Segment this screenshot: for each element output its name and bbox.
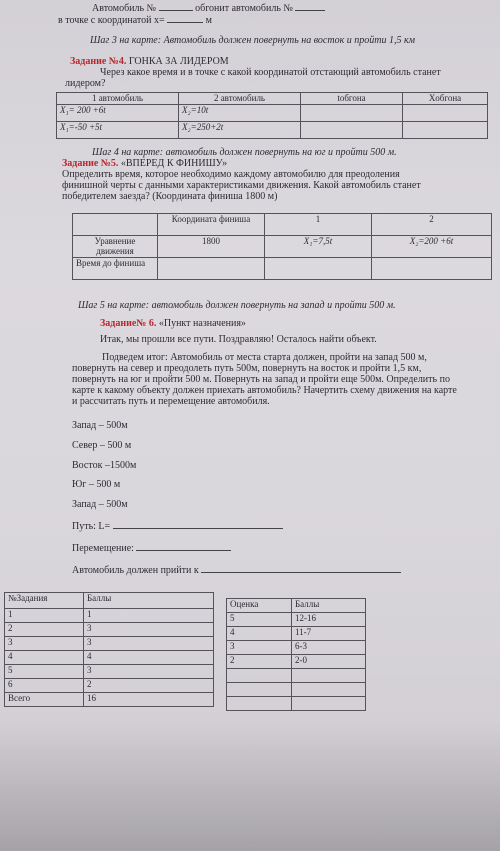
path-line xyxy=(72,519,283,533)
task5-cell xyxy=(265,258,372,280)
summary-line: Подведем итог: Автомобиль от места старта должен, пройти на запад 500 м, xyxy=(102,352,427,363)
task5-header-finish: Координата финиша xyxy=(158,214,265,236)
task5-line2: финишной черты с данными характеристиками движения. Какой автомобиль станет xyxy=(62,180,421,191)
score-cell: 2 xyxy=(5,623,84,637)
task5-cell xyxy=(372,258,492,280)
score-cell: 3 xyxy=(84,623,214,637)
step4-text: Шаг 4 на карте: автомобиль должен повернуть на юг и пройти 500 м. xyxy=(92,147,397,158)
arrive-blank xyxy=(201,563,401,573)
task4-title: ГОНКА ЗА ЛИДЕРОМ xyxy=(128,56,229,67)
task5-row-time: Время до финиша xyxy=(73,258,158,280)
path-label: Путь: L= xyxy=(72,521,111,532)
task4-header-x: Xобгона xyxy=(403,93,488,105)
task5-title: «ВПЕРЕД К ФИНИШУ» xyxy=(120,158,228,169)
score-cell: 2 xyxy=(84,679,214,693)
displacement-line xyxy=(72,541,231,555)
car-number-blank-1 xyxy=(159,1,193,11)
displacement-blank xyxy=(136,541,231,551)
score-header-task: №Задания xyxy=(5,593,84,609)
task4-cell xyxy=(403,105,488,122)
task5-cell: X₁=7,5t xyxy=(265,236,372,258)
task4-cell xyxy=(301,122,403,139)
path-blank xyxy=(113,519,283,529)
grade-cell: 2-0 xyxy=(292,655,366,669)
task6-label: Задание№ 6. xyxy=(100,318,157,329)
move-item: Запад – 500м xyxy=(72,420,128,431)
task4-line1: Через какое время и в точке с какой координатой отстающий автомобиль станет xyxy=(100,67,441,78)
grade-cell: 2 xyxy=(227,655,292,669)
car-number-blank-2 xyxy=(295,1,325,11)
page-shadow xyxy=(0,720,500,851)
coordinate-blank xyxy=(167,13,203,23)
grade-cell xyxy=(292,683,366,697)
car-prefix: Автомобиль № xyxy=(92,3,157,14)
step5-text: Шаг 5 на карте: автомобиль должен повернуть на запад и пройти 500 м. xyxy=(78,300,396,311)
task4-cell: X₂=250+2t xyxy=(179,122,301,139)
arrive-line xyxy=(72,563,401,577)
grade-cell: 11-7 xyxy=(292,627,366,641)
task4-cell: X₁= 200 +6t xyxy=(57,105,179,122)
grade-cell: 4 xyxy=(227,627,292,641)
grade-cell xyxy=(227,697,292,711)
score-cell: 1 xyxy=(5,609,84,623)
task5-cell: 1800 xyxy=(158,236,265,258)
coordinate-text: в точке с координатой x= xyxy=(58,15,165,26)
grade-header-points: Баллы xyxy=(292,599,366,613)
grade-cell: 12-16 xyxy=(292,613,366,627)
grade-cell: 3 xyxy=(227,641,292,655)
task4-cell xyxy=(403,122,488,139)
task5-cell xyxy=(158,258,265,280)
grade-cell xyxy=(227,683,292,697)
score-cell: Всего xyxy=(5,693,84,707)
task5-cell: X₂=200 +6t xyxy=(372,236,492,258)
score-table xyxy=(4,592,214,707)
grade-cell xyxy=(292,697,366,711)
overtakes-text: обгонит автомобиль № xyxy=(195,3,293,14)
task5-table xyxy=(72,213,492,280)
coordinate-line xyxy=(58,13,212,27)
task5-header-empty xyxy=(73,214,158,236)
task5-row-equation: Уравнение движения xyxy=(73,236,158,258)
summary-line: повернуть на юг и пройти 500 м. Повернуть на запад и пройти еще 500м. Определить по xyxy=(72,374,450,385)
summary-line: повернуть на север и преодолеть путь 500м, повернуть на восток и пройти 1,5 км, xyxy=(72,363,422,374)
task4-cell: X₁=-50 +5t xyxy=(57,122,179,139)
score-cell: 3 xyxy=(84,637,214,651)
score-cell: 4 xyxy=(84,651,214,665)
move-item: Запад – 500м xyxy=(72,499,128,510)
task4-label: Задание №4. xyxy=(70,56,127,67)
task5-line3: победителем заезда? (Координата финиша 1800 м) xyxy=(62,191,278,202)
score-cell: 16 xyxy=(84,693,214,707)
grade-cell xyxy=(227,669,292,683)
task4-cell: X₂=10t xyxy=(179,105,301,122)
score-cell: 1 xyxy=(84,609,214,623)
task5-header-car1: 1 xyxy=(265,214,372,236)
task4-header-car2: 2 автомобиль xyxy=(179,93,301,105)
grade-cell: 6-3 xyxy=(292,641,366,655)
score-cell: 3 xyxy=(84,665,214,679)
move-item: Север – 500 м xyxy=(72,440,132,451)
task6-heading xyxy=(100,318,246,330)
grade-table xyxy=(226,598,366,711)
arrive-label: Автомобиль должен прийти к xyxy=(72,565,199,576)
step3-text: Шаг 3 на карте: Автомобиль должен повернуть на восток и пройти 1,5 км xyxy=(90,35,416,46)
grade-cell: 5 xyxy=(227,613,292,627)
task4-line2: лидером? xyxy=(65,78,106,89)
task4-table xyxy=(56,92,488,139)
score-cell: 6 xyxy=(5,679,84,693)
unit-m: м xyxy=(205,15,212,26)
displacement-label: Перемещение: xyxy=(72,543,134,554)
move-item: Восток –1500м xyxy=(72,460,137,471)
score-cell: 4 xyxy=(5,651,84,665)
task5-header-car2: 2 xyxy=(372,214,492,236)
score-header-points: Баллы xyxy=(84,593,214,609)
grade-header-grade: Оценка xyxy=(227,599,292,613)
task4-header-car1: 1 автомобиль xyxy=(57,93,179,105)
task5-label: Задание №5. xyxy=(62,158,119,169)
task6-title: «Пункт назначения» xyxy=(158,318,246,329)
move-item: Юг – 500 м xyxy=(72,479,121,490)
grade-cell xyxy=(292,669,366,683)
score-cell: 5 xyxy=(5,665,84,679)
summary-line: и рассчитать путь и перемещение автомобиля. xyxy=(72,396,270,407)
task5-line1: Определить время, которое необходимо каждому автомобилю для преодоления xyxy=(62,169,400,180)
score-cell: 3 xyxy=(5,637,84,651)
task4-header-t: tобгона xyxy=(301,93,403,105)
task4-cell xyxy=(301,105,403,122)
summary-line: карте к какому объекту должен приехать автомобиль? Начертить схему движения на карте xyxy=(72,385,457,396)
task6-intro: Итак, мы прошли все пути. Поздравляю! Осталось найти объект. xyxy=(100,334,377,345)
